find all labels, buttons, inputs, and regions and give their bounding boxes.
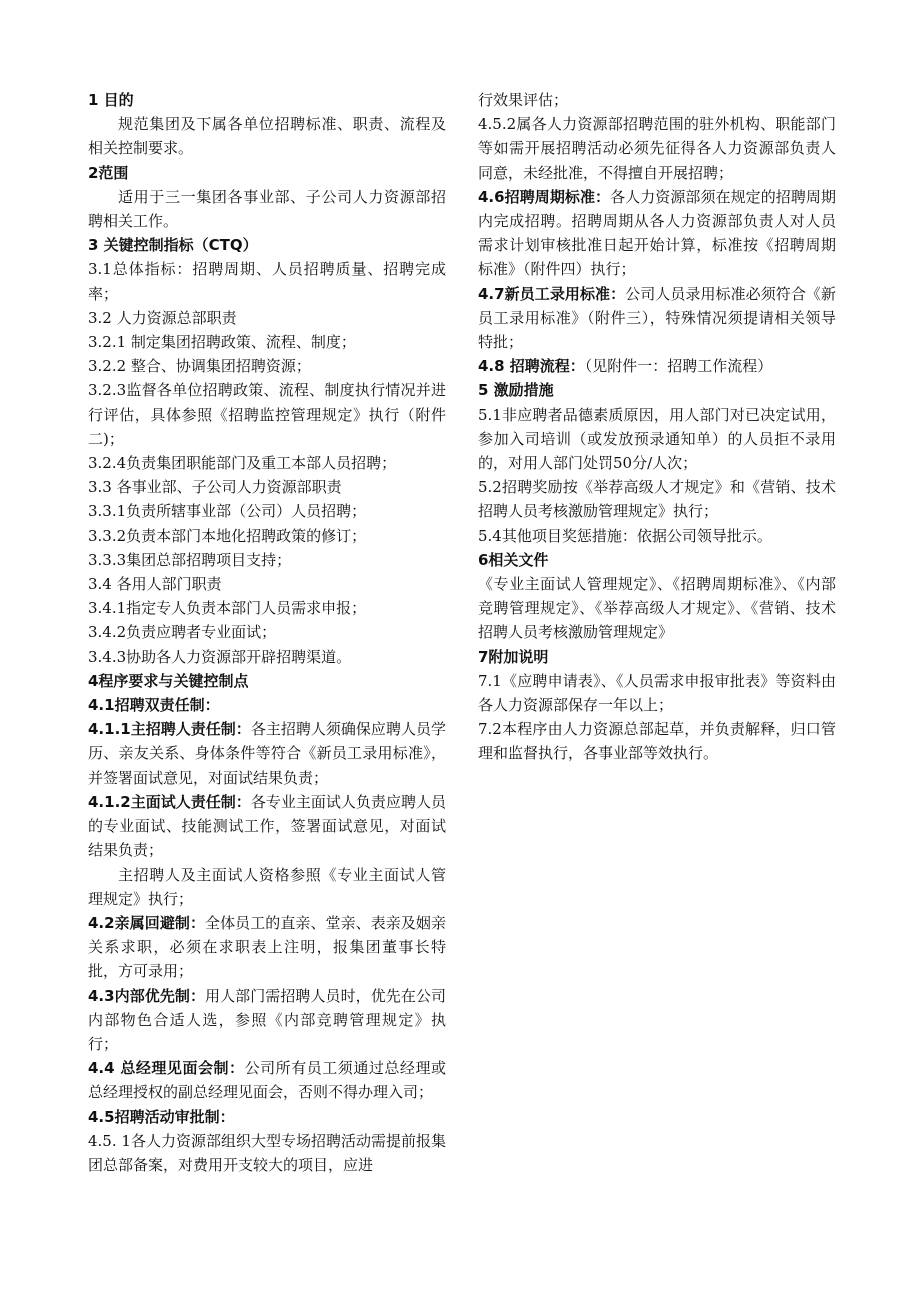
paragraph: 3.3.2负责本部门本地化招聘政策的修订； (88, 526, 367, 545)
paragraph: 7.2本程序由人力资源总部起草，并负责解释，归口管理和监督执行，各事业部等效执行。 (478, 720, 836, 763)
heading-incentives: 5 激励措施 (478, 381, 554, 400)
paragraph: 3.2 人力资源总部职责 (88, 308, 237, 327)
paragraph: 《专业主面试人管理规定》、《招聘周期标准》、《内部竞聘管理规定》、《举荐高级人才规定》、《营销、技术招聘人员考核激励管理规定》 (478, 575, 836, 642)
paragraph: 5.4其他项目奖惩措施：依据公司领导批示。 (478, 526, 772, 545)
paragraph: 4.3内部优先制：用人部门需招聘人员时，优先在公司内部物色合适人选，参照《内部竞聘管理规定》执行； (88, 986, 446, 1053)
paragraph: 4.5.2属各人力资源部招聘范围的驻外机构、职能部门等如需开展招聘活动必须先征得各人力资源部负责人同意，未经批准，不得擅自开展招聘； (478, 115, 836, 182)
heading-procedure: 4程序要求与关键控制点 (88, 671, 249, 690)
paragraph: 4.5. 1各人力资源部组织大型专场招聘活动需提前报集团总部备案，对费用开支较大的项目，应进 (88, 1131, 446, 1174)
right-column (478, 88, 836, 766)
paragraph: 行效果评估； (478, 91, 569, 109)
paragraph: 3.4 各用人部门职责 (88, 575, 222, 594)
paragraph: 4.8 招聘流程：（见附件一：招聘工作流程） (478, 357, 773, 376)
paragraph: 3.4.3协助各人力资源部开辟招聘渠道。 (88, 647, 352, 666)
left-column (88, 88, 446, 1177)
paragraph: 3.3.1负责所辖事业部（公司）人员招聘； (88, 502, 367, 521)
paragraph: 3.4.1指定专人负责本部门人员需求申报； (88, 599, 367, 618)
paragraph: 3.2.4负责集团职能部门及重工本部人员招聘； (88, 454, 397, 473)
paragraph: 3.3.3集团总部招聘项目支持； (88, 550, 292, 569)
paragraph: 3.4.2负责应聘者专业面试； (88, 623, 277, 642)
paragraph: 3.2.3监督各单位招聘政策、流程、制度执行情况并进行评估，具体参照《招聘监控管理规定》执行（附件二)； (88, 381, 446, 448)
heading-related-docs: 6相关文件 (478, 550, 549, 569)
heading-notes: 7附加说明 (478, 647, 549, 666)
paragraph: 4.1.1主招聘人责任制：各主招聘人须确保应聘人员学历、亲友关系、身体条件等符合《新员工录用标准》，并签署面试意见，对面试结果负责； (88, 720, 446, 787)
heading-ctq: 3 关键控制指标（CTQ） (88, 236, 258, 255)
paragraph: 主招聘人及主面试人资格参照《专业主面试人管理规定》执行； (88, 865, 446, 908)
subheading: 4.1招聘双责任制： (88, 696, 220, 715)
paragraph: 适用于三一集团各事业部、子公司人力资源部招聘相关工作。 (88, 187, 446, 231)
paragraph: 4.2亲属回避制：全体员工的直亲、堂亲、表亲及姻亲关系求职，必须在求职表上注明，报集团董事长特批，方可录用； (88, 913, 446, 981)
paragraph: 规范集团及下属各单位招聘标准、职责、流程及相关控制要求。 (88, 115, 446, 158)
paragraph: 3.1总体指标：招聘周期、人员招聘质量、招聘完成率； (88, 260, 446, 303)
heading-scope: 2范围 (88, 163, 129, 182)
paragraph: 7.1《应聘申请表》、《人员需求申报审批表》等资料由各人力资源部保存一年以上； (478, 671, 836, 715)
paragraph: 3.2.1 制定集团招聘政策、流程、制度； (88, 333, 356, 352)
subheading: 4.5招聘活动审批制： (88, 1107, 235, 1126)
heading-purpose: 1 目的 (88, 91, 134, 109)
paragraph: 5.2招聘奖励按《举荐高级人才规定》和《营销、技术招聘人员考核激励管理规定》执行； (478, 478, 836, 521)
paragraph: 3.2.2 整合、协调集团招聘资源； (88, 357, 311, 376)
paragraph: 4.7新员工录用标准：公司人员录用标准必须符合《新员工录用标准》（附件三），特殊情况须提请相关领导特批； (478, 284, 836, 352)
paragraph: 3.3 各事业部、子公司人力资源部职责 (88, 478, 342, 497)
paragraph: 4.4 总经理见面会制：公司所有员工须通过总经理或总经理授权的副总经理见面会，否则不得办理入司； (88, 1059, 446, 1102)
paragraph: 4.6招聘周期标准：各人力资源部须在规定的招聘周期内完成招聘。招聘周期从各人力资源部负责人对人员需求计划审核批准日起开始计算，标准按《招聘周期标准》（附件四）执行； (478, 187, 836, 279)
paragraph: 4.1.2主面试人责任制：各专业主面试人负责应聘人员的专业面试、技能测试工作，签署面试意见，对面试结果负责； (88, 792, 446, 860)
paragraph: 5.1非应聘者品德素质原因，用人部门对已决定试用，参加入司培训（或发放预录通知单）的人员拒不录用的，对用人部门处罚50分/人次； (478, 405, 836, 473)
